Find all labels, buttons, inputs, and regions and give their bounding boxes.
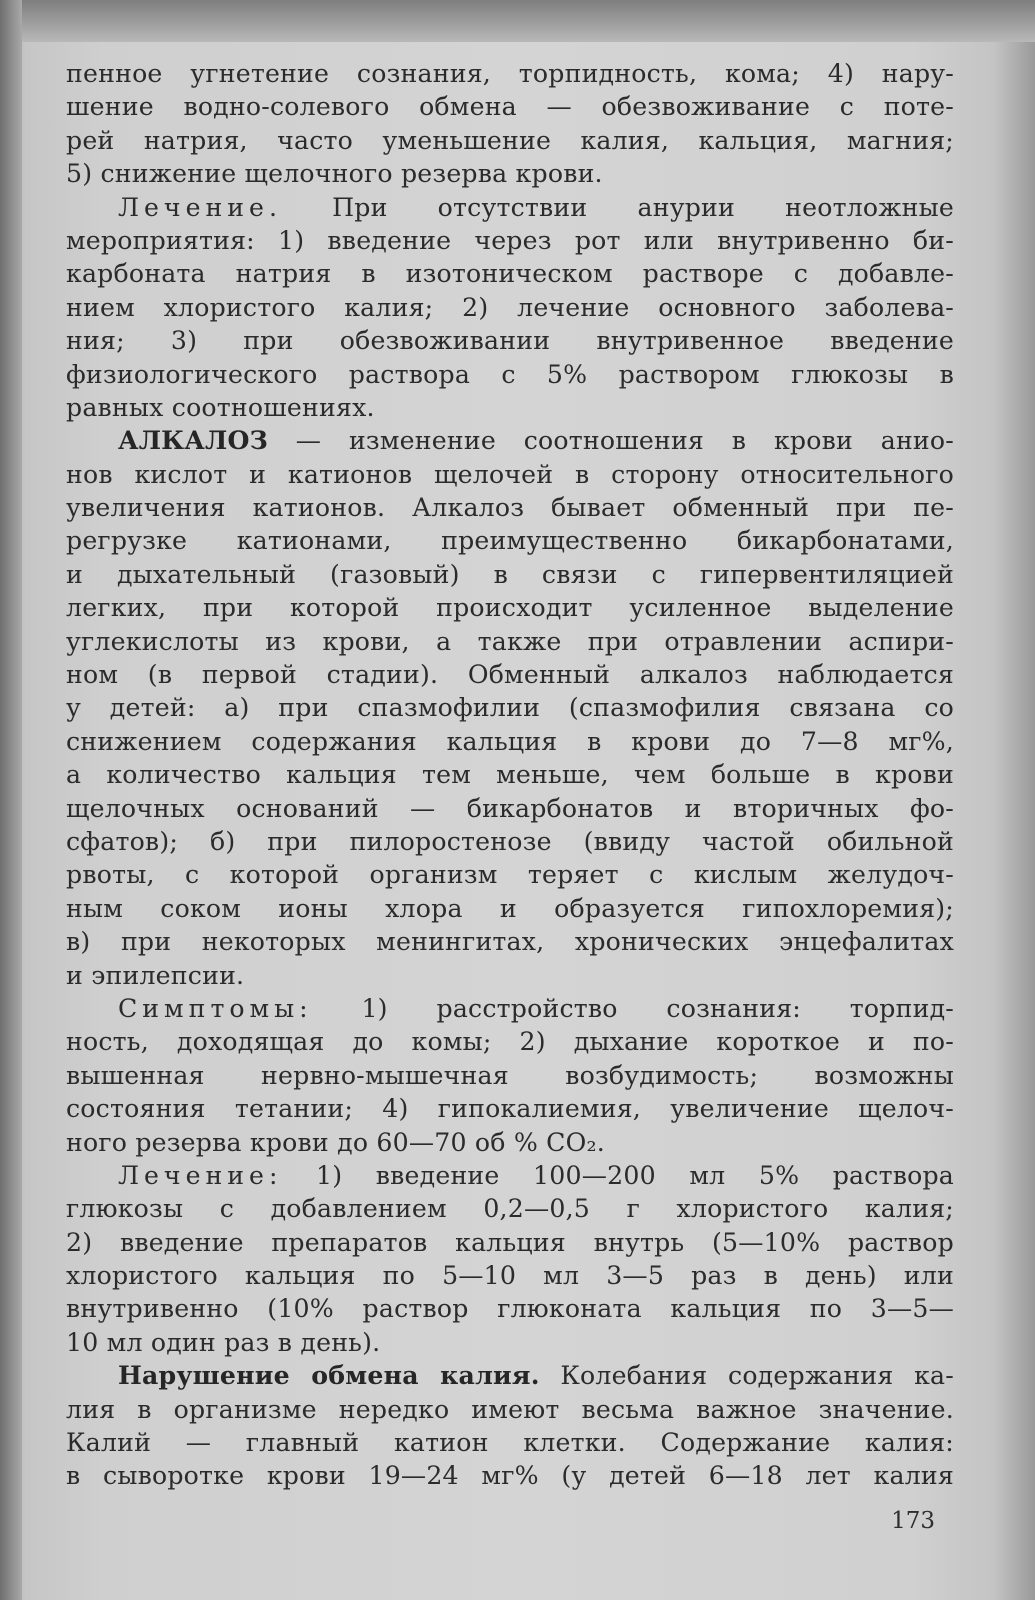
line-text: нием хлористого калия; 2) лечение основного заболева-: [66, 292, 954, 322]
text-line: [66, 1292, 954, 1325]
text-line: [66, 391, 954, 424]
text-line: [66, 1359, 954, 1392]
line-text: мероприятия: 1) введение через рот или внутривенно би-: [66, 225, 954, 255]
line-text: сфатов); б) при пилоростенозе (ввиду частой обильной: [66, 826, 954, 856]
line-text: лия в организме нередко имеют весьма важное значение.: [66, 1394, 954, 1424]
text-line: [66, 224, 954, 257]
line-text: карбоната натрия в изотоническом растворе с добавле-: [66, 259, 954, 289]
text-line: [66, 858, 954, 891]
text-line: [66, 992, 954, 1025]
text-line: [66, 124, 954, 157]
section-heading: Нарушение обмена калия.: [118, 1360, 540, 1391]
line-text: щелочных оснований — бикарбонатов и вторичных фо-: [66, 793, 954, 823]
text-line: [66, 291, 954, 324]
text-line: [66, 57, 954, 90]
line-text: Колебания содержания ка-: [539, 1361, 954, 1391]
text-line: [66, 925, 954, 958]
line-text: вышенная нервно-мышечная возбудимость; возможны: [66, 1060, 954, 1090]
text-line: [66, 157, 954, 190]
text-line: [66, 691, 954, 724]
line-text: При отсутствии анурии неотложные: [281, 192, 954, 222]
text-line: [66, 792, 954, 825]
line-text: рей натрия, часто уменьшение калия, кальция, магния;: [66, 125, 954, 155]
text-line: [66, 1426, 954, 1459]
text-line: [66, 825, 954, 858]
text-line: [66, 1192, 954, 1225]
text-line: [66, 358, 954, 391]
line-text: состояния тетании; 4) гипокалиемия, увеличение щелоч-: [66, 1094, 954, 1124]
line-text: легких, при которой происходит усиленное выделение: [66, 593, 954, 623]
line-text: рвоты, с которой организм теряет с кислым желудоч-: [66, 860, 954, 890]
line-text: углекислоты из крови, а также при отравлении аспири-: [66, 626, 954, 656]
subsection-label: Лечение.: [118, 192, 282, 222]
text-line: [66, 1259, 954, 1292]
line-text: регрузке катионами, преимущественно бикарбонатами,: [66, 526, 954, 556]
line-text: глюкозы с добавлением 0,2—0,5 г хлористого калия;: [66, 1194, 954, 1224]
line-text: а количество кальция тем меньше, чем больше в крови: [66, 760, 954, 790]
line-text: ном (в первой стадии). Обменный алкалоз наблюдается: [66, 660, 954, 690]
text-line: [66, 658, 954, 691]
line-text: шение водно-солевого обмена — обезвоживание с поте-: [66, 92, 954, 122]
line-text: равных соотношениях.: [66, 392, 375, 422]
text-line: [66, 1092, 954, 1125]
line-text: 5) снижение щелочного резерва крови.: [66, 159, 603, 189]
line-text: в сыворотке крови 19—24 мг% (у детей 6—18 лет калия: [66, 1461, 954, 1491]
text-line: [66, 1459, 954, 1492]
subsection-label: Симптомы:: [118, 993, 313, 1023]
text-line: [66, 524, 954, 557]
text-line: [66, 424, 954, 457]
line-text: 2) введение препаратов кальция внутрь (5—10% раствор: [66, 1227, 954, 1257]
line-text: ным соком ионы хлора и образуется гипохлоремия);: [66, 893, 954, 923]
line-text: ного резерва крови до 60—70 об % CO₂.: [66, 1127, 605, 1157]
line-text: снижением содержания кальция в крови до 7—8 мг%,: [66, 726, 954, 756]
line-text: Калий — главный катион клетки. Содержание калия:: [66, 1428, 954, 1458]
page-body-text: [66, 57, 954, 1493]
line-text: пенное угнетение сознания, торпидность, кома; 4) нару-: [66, 59, 954, 88]
line-text: и эпилепсии.: [66, 960, 245, 990]
text-line: [66, 191, 954, 224]
text-line: [66, 725, 954, 758]
text-line: [66, 324, 954, 357]
line-text: увеличения катионов. Алкалоз бывает обменный при пе-: [66, 493, 954, 523]
text-line: [66, 959, 954, 992]
text-line: [66, 1226, 954, 1259]
section-heading: АЛКАЛОЗ: [118, 425, 268, 456]
text-line: [66, 892, 954, 925]
text-line: [66, 257, 954, 290]
line-text: нов кислот и катионов щелочей в сторону относительного: [66, 459, 954, 489]
line-text: хлористого кальция по 5—10 мл 3—5 раз в день) или: [66, 1261, 954, 1291]
page-number: 173: [891, 1508, 935, 1534]
text-line: [66, 558, 954, 591]
line-text: 10 мл один раз в день).: [66, 1327, 381, 1357]
text-line: [66, 1159, 954, 1192]
subsection-label: Лечение:: [118, 1160, 283, 1190]
text-line: [66, 491, 954, 524]
line-text: 1) расстройство сознания: торпид-: [312, 993, 954, 1023]
line-text: внутривенно (10% раствор глюконата кальция по 3—5—: [66, 1294, 954, 1324]
line-text: у детей: а) при спазмофилии (спазмофилия связана со: [66, 693, 954, 723]
text-line: [66, 625, 954, 658]
text-line: [66, 458, 954, 491]
text-line: [66, 1326, 954, 1359]
text-line: [66, 1025, 954, 1058]
text-line: [66, 1059, 954, 1092]
line-text: физиологического раствора с 5% раствором глюкозы в: [66, 359, 954, 389]
line-text: — изменение соотношения в крови анио-: [268, 426, 954, 456]
line-text: ния; 3) при обезвоживании внутривенное введение: [66, 326, 954, 356]
line-text: и дыхательный (газовый) в связи с гипервентиляцией: [66, 559, 954, 589]
text-line: [66, 1126, 954, 1159]
text-line: [66, 758, 954, 791]
text-line: [66, 1393, 954, 1426]
line-text: в) при некоторых менингитах, хронических энцефалитах: [66, 927, 954, 957]
text-line: [66, 591, 954, 624]
line-text: ность, доходящая до комы; 2) дыхание короткое и по-: [66, 1027, 954, 1057]
text-line: [66, 90, 954, 123]
line-text: 1) введение 100—200 мл 5% раствора: [282, 1160, 954, 1190]
